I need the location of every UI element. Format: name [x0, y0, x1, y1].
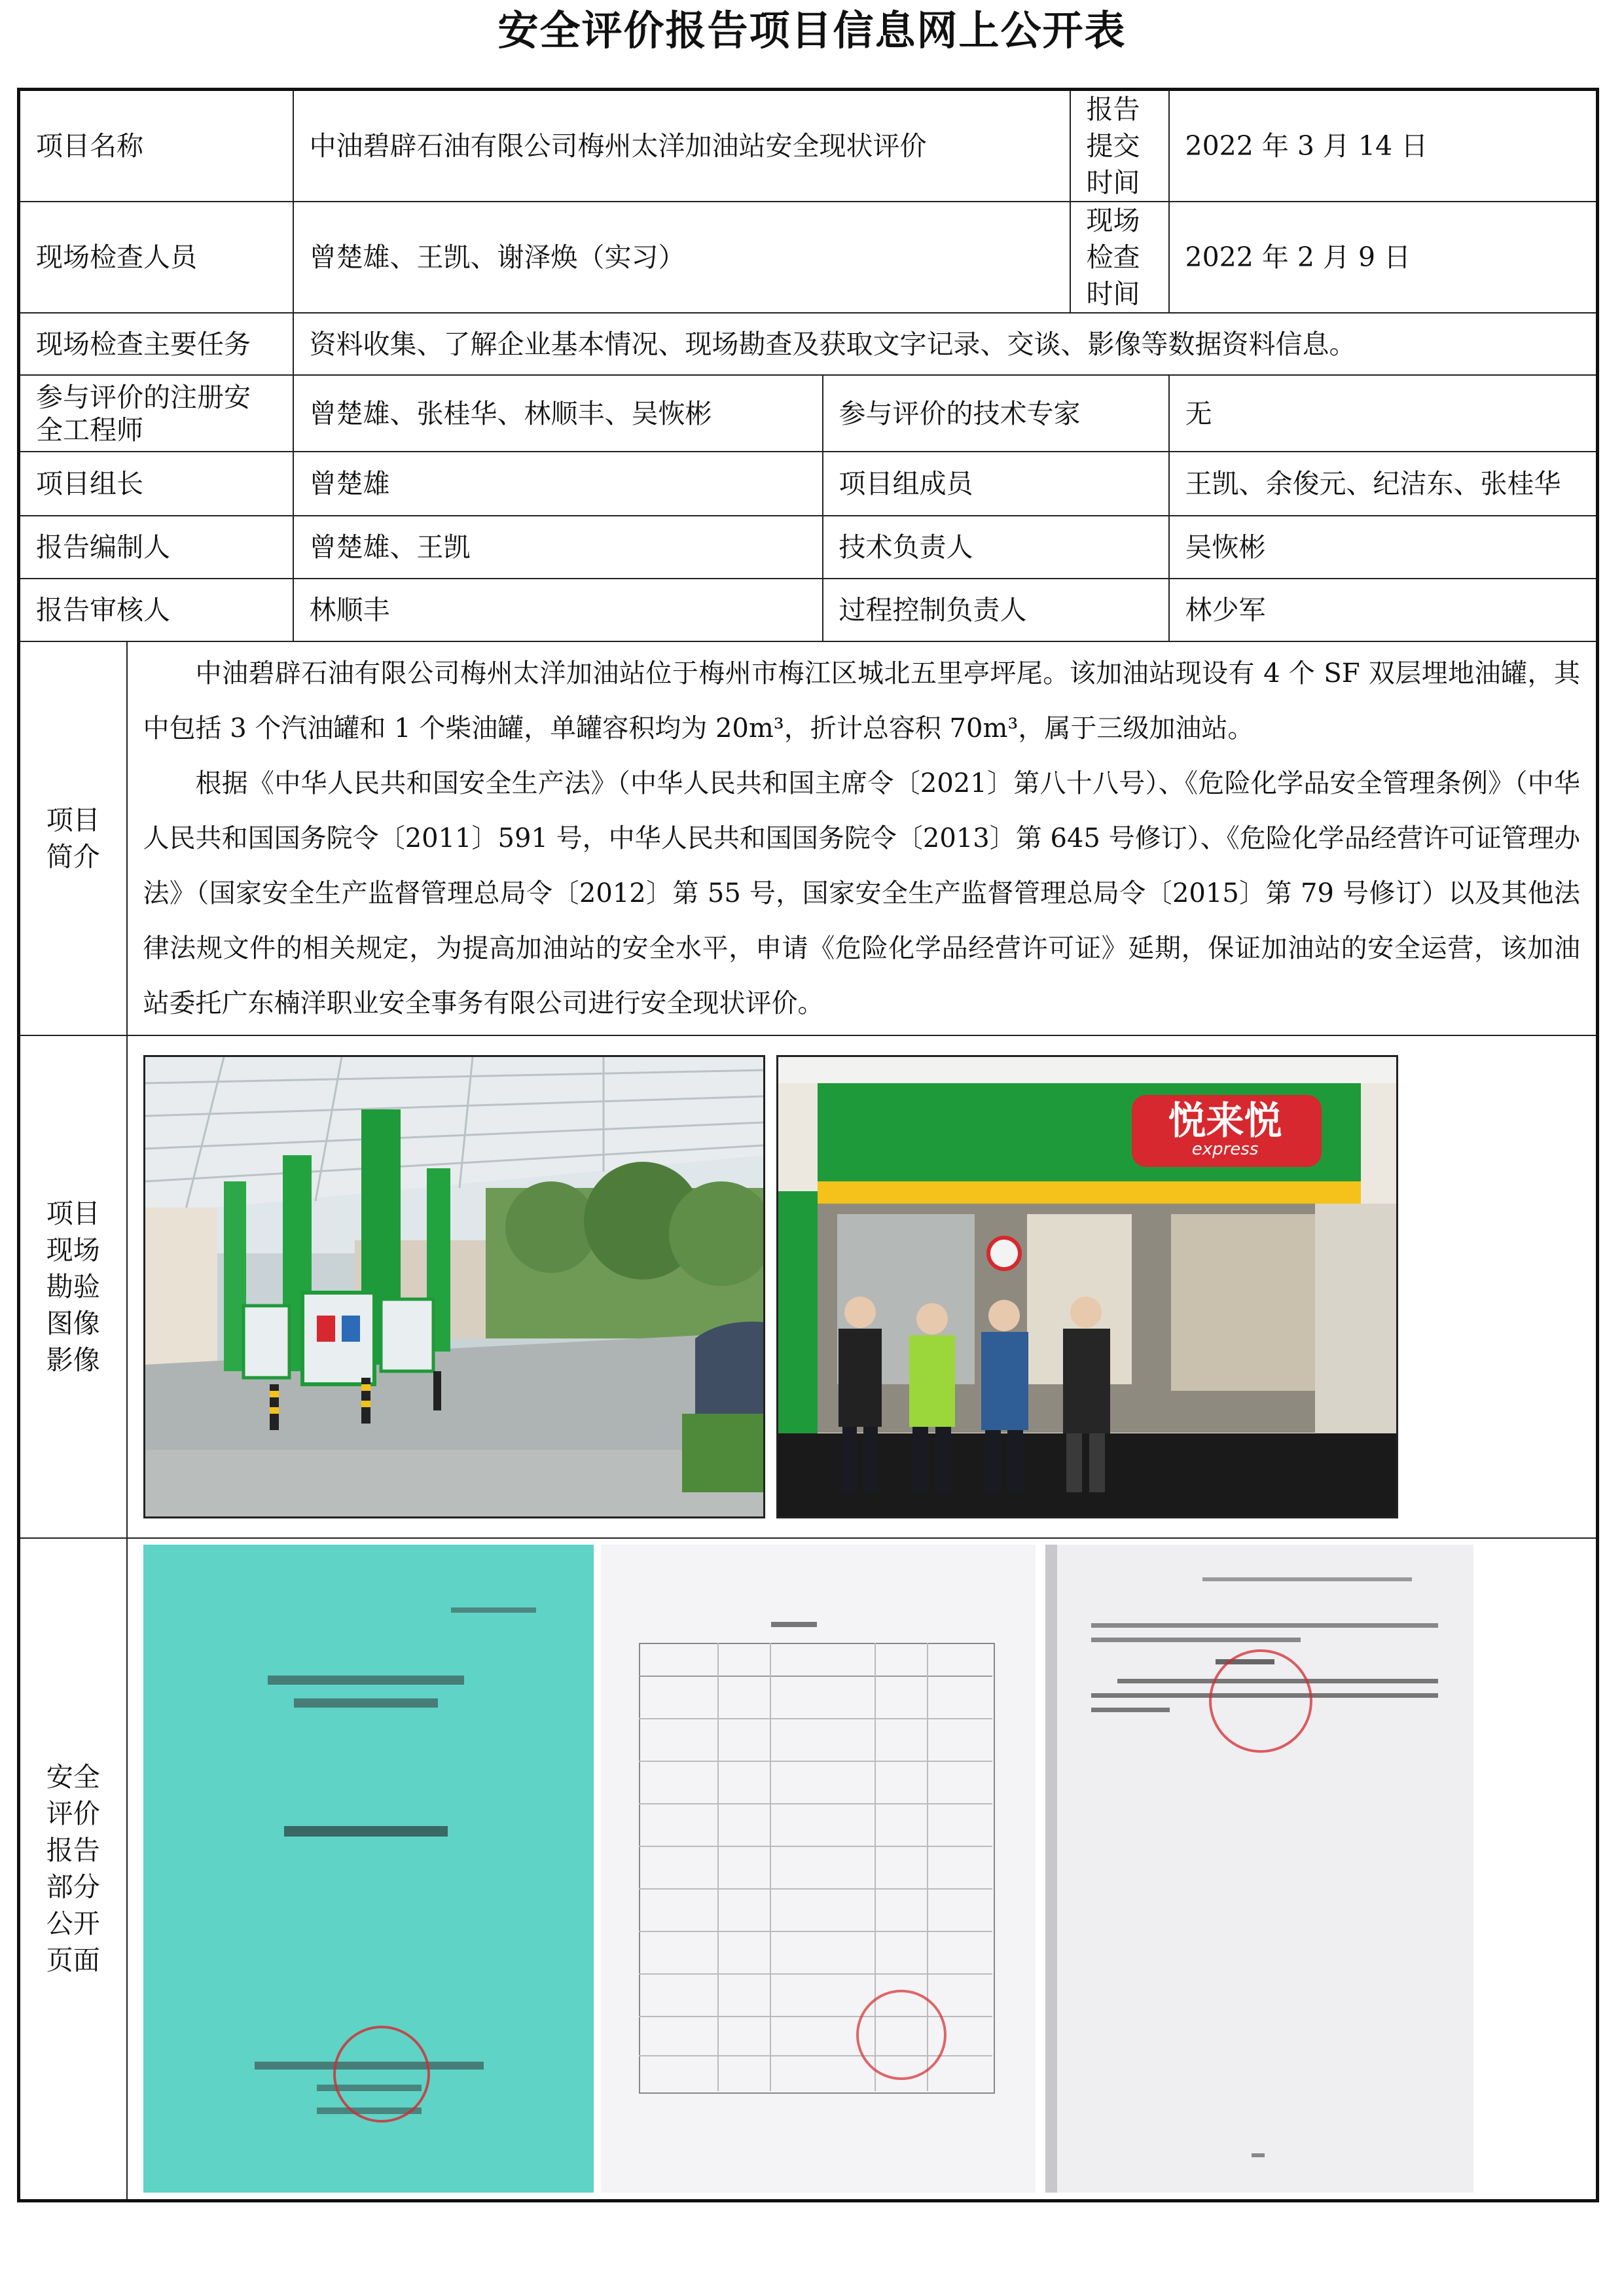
- members-value: 王凯、余俊元、纪洁东、张桂华: [1169, 452, 1598, 516]
- project-name-label: 项目名称: [19, 90, 293, 202]
- members-label: 项目组成员: [823, 452, 1169, 516]
- store-front-photo: [776, 1055, 1398, 1518]
- compiler-value: 曾楚雄、王凯: [293, 516, 823, 579]
- page-title: 安全评价报告项目信息网上公开表: [497, 7, 1127, 54]
- cover-stamp: [333, 2026, 430, 2123]
- leader-value: 曾楚雄: [293, 452, 823, 516]
- report-staff-page: [601, 1545, 1036, 2193]
- compiler-label: 报告编制人: [19, 516, 293, 579]
- process-lead-value: 林少军: [1169, 579, 1598, 641]
- tasks-label: 现场检查主要任务: [19, 313, 293, 375]
- leader-label: 项目组长: [19, 452, 293, 516]
- tasks-value: 资料收集、了解企业基本情况、现场勘查及获取文字记录、交谈、影像等数据资料信息。: [293, 313, 1598, 375]
- report-pages-label: [19, 1538, 127, 2200]
- report-pages-cell: [127, 1538, 1598, 2200]
- engineers-value: 曾楚雄、张桂华、林顺丰、吴恢彬: [293, 375, 823, 452]
- intro-paragraph-2: 根据《中华人民共和国安全生产法》（中华人民共和国主席令〔2021〕第八十八号）、《危险化学品安全管理条例》（中华人民共和国国务院令〔2011〕591 号，中华人民共和国国务院令〔2013〕第 645 号修订）、《危险化学品经营许可证管理办法》（国家安全生产监督管理总局令〔2012〕第 55 号，国家安全生产监督管理总局令〔2015〕第 79 号修订）以及其他法律法规文件的相关规定，为提高加油站的安全水平，申请《危险化学品经营许可证》延期，保证加油站的安全运营，该加油站委托广东楠洋职业安全事务有限公司进行安全现状评价。: [143, 768, 1580, 1018]
- tech-lead-label: 技术负责人: [823, 516, 1169, 579]
- staff-page-stamp: [856, 1990, 947, 2080]
- site-photos-cell: [127, 1035, 1598, 1538]
- submit-time-value: 2022 年 3 月 14 日: [1169, 90, 1598, 202]
- experts-label: 参与评价的技术专家: [823, 375, 1169, 452]
- gas-station-photo: [143, 1055, 765, 1518]
- intro-paragraph-1: 中油碧辟石油有限公司梅州太洋加油站位于梅州市梅江区城北五里亭坪尾。该加油站现设有 4 个 SF 双层埋地油罐，其中包括 3 个汽油罐和 1 个柴油罐，单罐容积均为 20m³，折计总容积 70m³，属于三级加油站。: [143, 658, 1580, 744]
- tech-lead-value: 吴恢彬: [1169, 516, 1598, 579]
- reviewer-label: 报告审核人: [19, 579, 293, 641]
- project-name-value: 中油碧辟石油有限公司梅州太洋加油站安全现状评价: [293, 90, 1070, 202]
- store-sign-text: 悦来悦: [1168, 1098, 1282, 1143]
- report-pages-label-text: 安全评价报告部分公开页面: [46, 1761, 100, 1977]
- engineers-label: 参与评价的注册安全工程师: [19, 375, 293, 452]
- submit-time-label: 报告提交时间: [1070, 90, 1169, 202]
- intro-label-text: 项目简介: [46, 804, 100, 872]
- inspect-time-label: 现场检查时间: [1070, 202, 1169, 313]
- inspect-time-value: 2022 年 2 月 9 日: [1169, 202, 1598, 313]
- intro-label: [19, 641, 127, 1035]
- experts-value: 无: [1169, 375, 1598, 452]
- report-conclusion-page: [1045, 1545, 1473, 2193]
- site-photos-label-text: 项目现场勘验图像影像: [46, 1198, 100, 1376]
- inspectors-label: 现场检查人员: [19, 202, 293, 313]
- store-sign-subtext: express: [1191, 1139, 1259, 1159]
- reviewer-value: 林顺丰: [293, 579, 823, 641]
- intro-body: [127, 641, 1598, 1035]
- process-lead-label: 过程控制负责人: [823, 579, 1169, 641]
- inspectors-value: 曾楚雄、王凯、谢泽焕（实习）: [293, 202, 1070, 313]
- gas-station-illustration: [145, 1057, 763, 1516]
- info-table: [17, 88, 1599, 2202]
- report-cover-page: [143, 1545, 594, 2193]
- conclusion-stamp: [1209, 1649, 1312, 1753]
- site-photos-label: [19, 1035, 127, 1538]
